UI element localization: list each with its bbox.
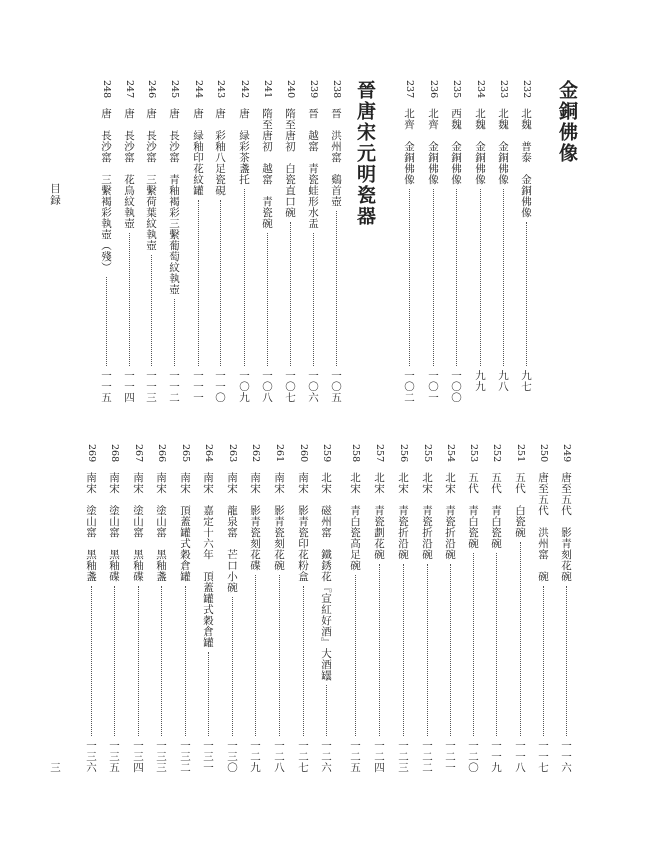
entry-page: 一一〇 xyxy=(214,370,226,403)
entry-page: 一三五 xyxy=(108,740,120,773)
entry-title: 唐 長沙窰 三繫褐彩執壺（殘） xyxy=(100,108,112,273)
entry-page: 一〇〇 xyxy=(450,370,462,403)
entry-title: 唐 長沙窰 青釉褐彩三繫葡萄紋執壺 xyxy=(168,108,180,295)
entry-title: 唐至五代 影青刻花碗 xyxy=(560,472,572,582)
entry-title: 唐 緑釉印花紋罐 xyxy=(192,108,204,196)
dot-leader xyxy=(450,564,451,736)
entry-number: 243 xyxy=(215,80,226,99)
entry-number: 233 xyxy=(498,80,509,99)
entry-title: 南宋 影青瓷印花粉盒 xyxy=(297,472,309,582)
entry-page: 一二七 xyxy=(297,740,309,773)
entry-page: 九九 xyxy=(474,370,486,392)
dot-leader xyxy=(433,189,434,366)
entry-page: 一二〇 xyxy=(467,740,479,773)
entry-title: 北齊 金銅佛像 xyxy=(403,108,415,185)
entry-title: 五代 青白瓷碗 xyxy=(467,472,479,549)
entry-number: 245 xyxy=(169,80,180,99)
entry-title: 晉 洪州窰 鷄首壺 xyxy=(330,108,342,207)
dot-leader xyxy=(379,564,380,736)
dot-leader xyxy=(255,575,256,736)
dot-leader xyxy=(566,586,567,736)
entry-page: 一二三 xyxy=(397,740,409,773)
entry-title: 南宋 影青瓷刻花碟 xyxy=(249,472,261,571)
entry-page: 一三二 xyxy=(179,740,191,773)
entry-number: 237 xyxy=(404,80,415,99)
entry-page: 一一九 xyxy=(490,740,502,773)
entry-number: 249 xyxy=(561,444,572,463)
entry-number: 240 xyxy=(285,80,296,99)
entry-number: 246 xyxy=(146,80,157,99)
entry-title: 南宋 塗山窰 黑釉盞 xyxy=(85,472,97,582)
entry-title: 南宋 塗山窰 黑釉盞 xyxy=(155,472,167,582)
entry-number: 262 xyxy=(250,444,261,463)
dot-leader xyxy=(503,189,504,366)
entry-number: 242 xyxy=(239,80,250,99)
entry-number: 254 xyxy=(445,444,456,463)
entry-page: 一〇一 xyxy=(427,370,439,403)
entry-page: 一〇七 xyxy=(284,370,296,403)
section-heading-ceramics: 晉唐宋元明瓷器 xyxy=(354,80,376,227)
entry-number: 257 xyxy=(374,444,385,463)
dot-leader xyxy=(174,299,175,366)
dot-leader xyxy=(161,586,162,736)
entry-number: 255 xyxy=(422,444,433,463)
dot-leader xyxy=(409,189,410,366)
entry-number: 247 xyxy=(124,80,135,99)
entry-number: 260 xyxy=(298,444,309,463)
entry-title: 唐 彩釉八足瓷硯 xyxy=(214,108,226,196)
dot-leader xyxy=(480,189,481,366)
entry-title: 北宋 磁州窰 鐵銹花『宣紅好酒』大酒罎 xyxy=(320,472,332,681)
dot-leader xyxy=(326,685,327,736)
entry-title: 南宋 頂蓋罐式穀倉罐 xyxy=(179,472,191,582)
entry-page: 一〇五 xyxy=(330,370,342,403)
dot-leader xyxy=(138,586,139,736)
entry-number: 253 xyxy=(468,444,479,463)
entry-page: 一二一 xyxy=(444,740,456,773)
entry-number: 268 xyxy=(109,444,120,463)
entry-title: 北宋 青瓷折沿碗 xyxy=(421,472,433,560)
entry-title: 北宋 青瓷劃花碗 xyxy=(373,472,385,560)
entry-page: 一二六 xyxy=(320,740,332,773)
entry-page: 一二八 xyxy=(273,740,285,773)
entry-number: 235 xyxy=(451,80,462,99)
dot-leader xyxy=(496,553,497,736)
entry-title: 五代 白瓷碗 xyxy=(514,472,526,538)
entry-title: 五代 青白瓷碗 xyxy=(490,472,502,549)
entry-number: 250 xyxy=(538,444,549,463)
entry-number: 267 xyxy=(133,444,144,463)
dot-leader xyxy=(185,586,186,736)
dot-leader xyxy=(232,597,233,736)
entry-title: 南宋 塗山窰 黑釉碟 xyxy=(108,472,120,582)
dot-leader xyxy=(198,200,199,366)
dot-leader xyxy=(355,575,356,736)
entry-title: 北宋 青瓷折沿碗 xyxy=(444,472,456,560)
entry-number: 232 xyxy=(521,80,532,99)
entry-number: 265 xyxy=(180,444,191,463)
entry-number: 263 xyxy=(227,444,238,463)
entry-page: 一一八 xyxy=(514,740,526,773)
entry-page: 一三〇 xyxy=(226,740,238,773)
entry-page: 一二二 xyxy=(421,740,433,773)
entry-page: 一二九 xyxy=(249,740,261,773)
dot-leader xyxy=(129,233,130,366)
entry-page: 一三四 xyxy=(132,740,144,773)
dot-leader xyxy=(336,211,337,366)
entry-title: 北魏 金銅佛像 xyxy=(474,108,486,185)
dot-leader xyxy=(267,233,268,366)
entry-title: 唐至五代 洪州窰 碗 xyxy=(537,472,549,582)
entry-page: 一一四 xyxy=(123,370,135,403)
entry-page: 一一五 xyxy=(100,370,112,403)
entry-page: 一一六 xyxy=(560,740,572,773)
entry-title: 唐 長沙窰 三繫荷葉紋執壺 xyxy=(145,108,157,251)
dot-leader xyxy=(279,575,280,736)
dot-leader xyxy=(543,586,544,736)
entry-page: 一一七 xyxy=(537,740,549,773)
entry-title: 南宋 龍泉窰 芒口小碗 xyxy=(226,472,238,593)
entry-number: 264 xyxy=(203,444,214,463)
dot-leader xyxy=(208,652,209,736)
entry-title: 隋至唐初 越窰 青瓷碗 xyxy=(261,108,273,229)
dot-leader xyxy=(520,542,521,736)
entry-number: 266 xyxy=(156,444,167,463)
entry-number: 238 xyxy=(331,80,342,99)
entry-page: 一一二 xyxy=(168,370,180,403)
entry-page: 一二五 xyxy=(349,740,361,773)
entry-number: 256 xyxy=(398,444,409,463)
entry-number: 261 xyxy=(274,444,285,463)
folio-number: 三 xyxy=(49,762,61,774)
entry-title: 晉 越窰 青瓷蛙形水盂 xyxy=(307,108,319,229)
running-head: 目録 xyxy=(49,183,61,206)
dot-leader xyxy=(403,564,404,736)
dot-leader xyxy=(473,553,474,736)
entry-number: 241 xyxy=(262,80,273,99)
entry-number: 259 xyxy=(321,444,332,463)
dot-leader xyxy=(526,222,527,366)
entry-title: 隋至唐初 白瓷直口碗 xyxy=(284,108,296,218)
dot-leader xyxy=(114,586,115,736)
entry-page: 一〇二 xyxy=(403,370,415,403)
entry-page: 一〇九 xyxy=(238,370,250,403)
dot-leader xyxy=(313,233,314,366)
entry-page: 一三六 xyxy=(85,740,97,773)
entry-page: 一一一 xyxy=(192,370,204,403)
entry-title: 北宋 青瓷折沿碗 xyxy=(397,472,409,560)
entry-page: 一二四 xyxy=(373,740,385,773)
entry-title: 唐 長沙窰 花鳥紋執壺 xyxy=(123,108,135,229)
dot-leader xyxy=(220,200,221,366)
entry-number: 252 xyxy=(491,444,502,463)
entry-number: 234 xyxy=(475,80,486,99)
entry-number: 251 xyxy=(515,444,526,463)
dot-leader xyxy=(244,189,245,366)
entry-number: 258 xyxy=(350,444,361,463)
entry-title: 北魏 普泰 金銅佛像 xyxy=(520,108,532,218)
entry-title: 西魏 金銅佛像 xyxy=(450,108,462,185)
entry-page: 一〇六 xyxy=(307,370,319,403)
entry-page: 一三三 xyxy=(155,740,167,773)
entry-title: 北宋 青白瓷高足碗 xyxy=(349,472,361,571)
entry-title: 唐 緑彩茶盞托 xyxy=(238,108,250,185)
entry-title: 南宋 嘉定十六年 頂蓋罐式穀倉罐 xyxy=(202,472,214,648)
entry-page: 一〇八 xyxy=(261,370,273,403)
section-heading-buddha: 金銅佛像 xyxy=(556,80,578,164)
entry-number: 248 xyxy=(101,80,112,99)
dot-leader xyxy=(290,222,291,366)
entry-page: 一一三 xyxy=(145,370,157,403)
entry-title: 北齊 金銅佛像 xyxy=(427,108,439,185)
dot-leader xyxy=(427,564,428,736)
entry-number: 236 xyxy=(428,80,439,99)
entry-page: 九八 xyxy=(497,370,509,392)
dot-leader xyxy=(91,586,92,736)
entry-page: 九七 xyxy=(520,370,532,392)
entry-title: 北魏 金銅佛像 xyxy=(497,108,509,185)
entry-number: 239 xyxy=(308,80,319,99)
entry-title: 南宋 塗山窰 黑釉碟 xyxy=(132,472,144,582)
entry-number: 269 xyxy=(86,444,97,463)
dot-leader xyxy=(456,189,457,366)
entry-number: 244 xyxy=(193,80,204,99)
dot-leader xyxy=(303,586,304,736)
entry-title: 南宋 影青瓷刻花碗 xyxy=(273,472,285,571)
dot-leader xyxy=(106,277,107,366)
dot-leader xyxy=(151,255,152,366)
entry-page: 一三一 xyxy=(202,740,214,773)
